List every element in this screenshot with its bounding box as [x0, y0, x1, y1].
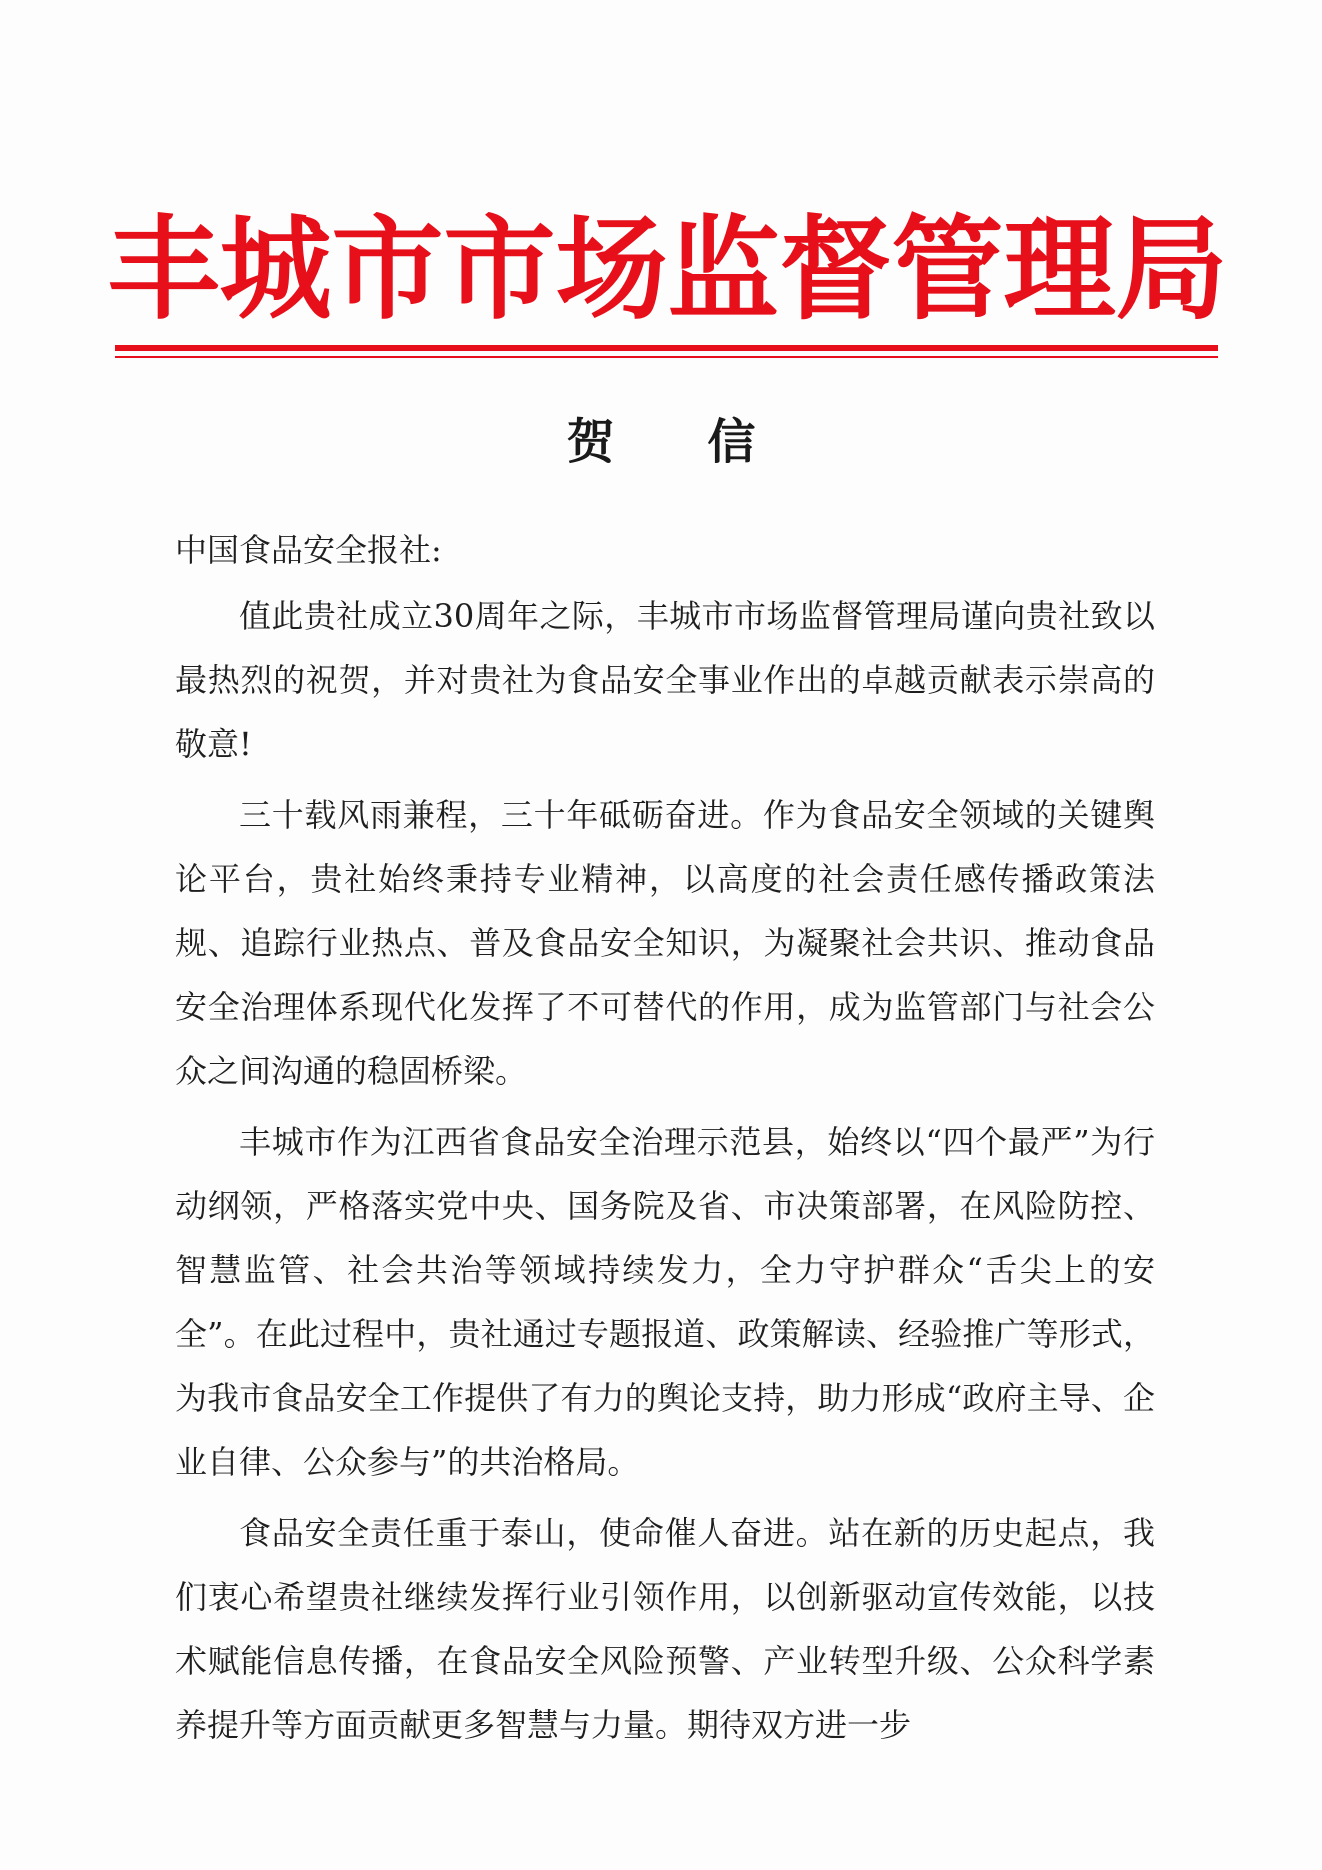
- letterhead-title: 丰城市市场监督管理局: [107, 204, 1228, 335]
- paragraph-2: 三十载风雨兼程，三十年砥砺奋进。作为食品安全领域的关键舆论平台，贵社始终秉持专业精神，以高度的社会责任感传播政策法规、追踪行业热点、普及食品安全知识，为凝聚社会共识、推动食品安全治理体系现代化发挥了不可替代的作用，成为监管部门与社会公众之间沟通的稳固桥梁。: [175, 796, 1155, 1090]
- paragraph-4: 食品安全责任重于泰山，使命催人奋进。站在新的历史起点，我们衷心希望贵社继续发挥行业引领作用，以创新驱动宣传效能，以技术赋能信息传播，在食品安全风险预警、产业转型升级、公众科学素养提升等方面贡献更多智慧与力量。期待双方进一步: [175, 1514, 1155, 1744]
- letter-body: [175, 518, 1155, 1764]
- salutation: 中国食品安全报社:: [175, 531, 442, 569]
- letterhead-red-rule-thick: [115, 345, 1218, 351]
- letterhead-red-rule-thin: [115, 356, 1218, 358]
- document-title: 贺 信: [566, 414, 794, 470]
- paragraph-1: 值此贵社成立30周年之际，丰城市市场监督管理局谨向贵社致以最热烈的祝贺，并对贵社为食品安全事业作出的卓越贡献表示崇高的敬意!: [175, 597, 1155, 763]
- letterhead: [107, 195, 1228, 345]
- paragraph-3: 丰城市作为江西省食品安全治理示范县，始终以“四个最严”为行动纲领，严格落实党中央、国务院及省、市决策部署，在风险防控、智慧监管、社会共治等领域持续发力，全力守护群众“舌尖上的安全”。在此过程中，贵社通过专题报道、政策解读、经验推广等形式，为我市食品安全工作提供了有力的舆论支持，助力形成“政府主导、企业自律、公众参与”的共治格局。: [175, 1123, 1155, 1481]
